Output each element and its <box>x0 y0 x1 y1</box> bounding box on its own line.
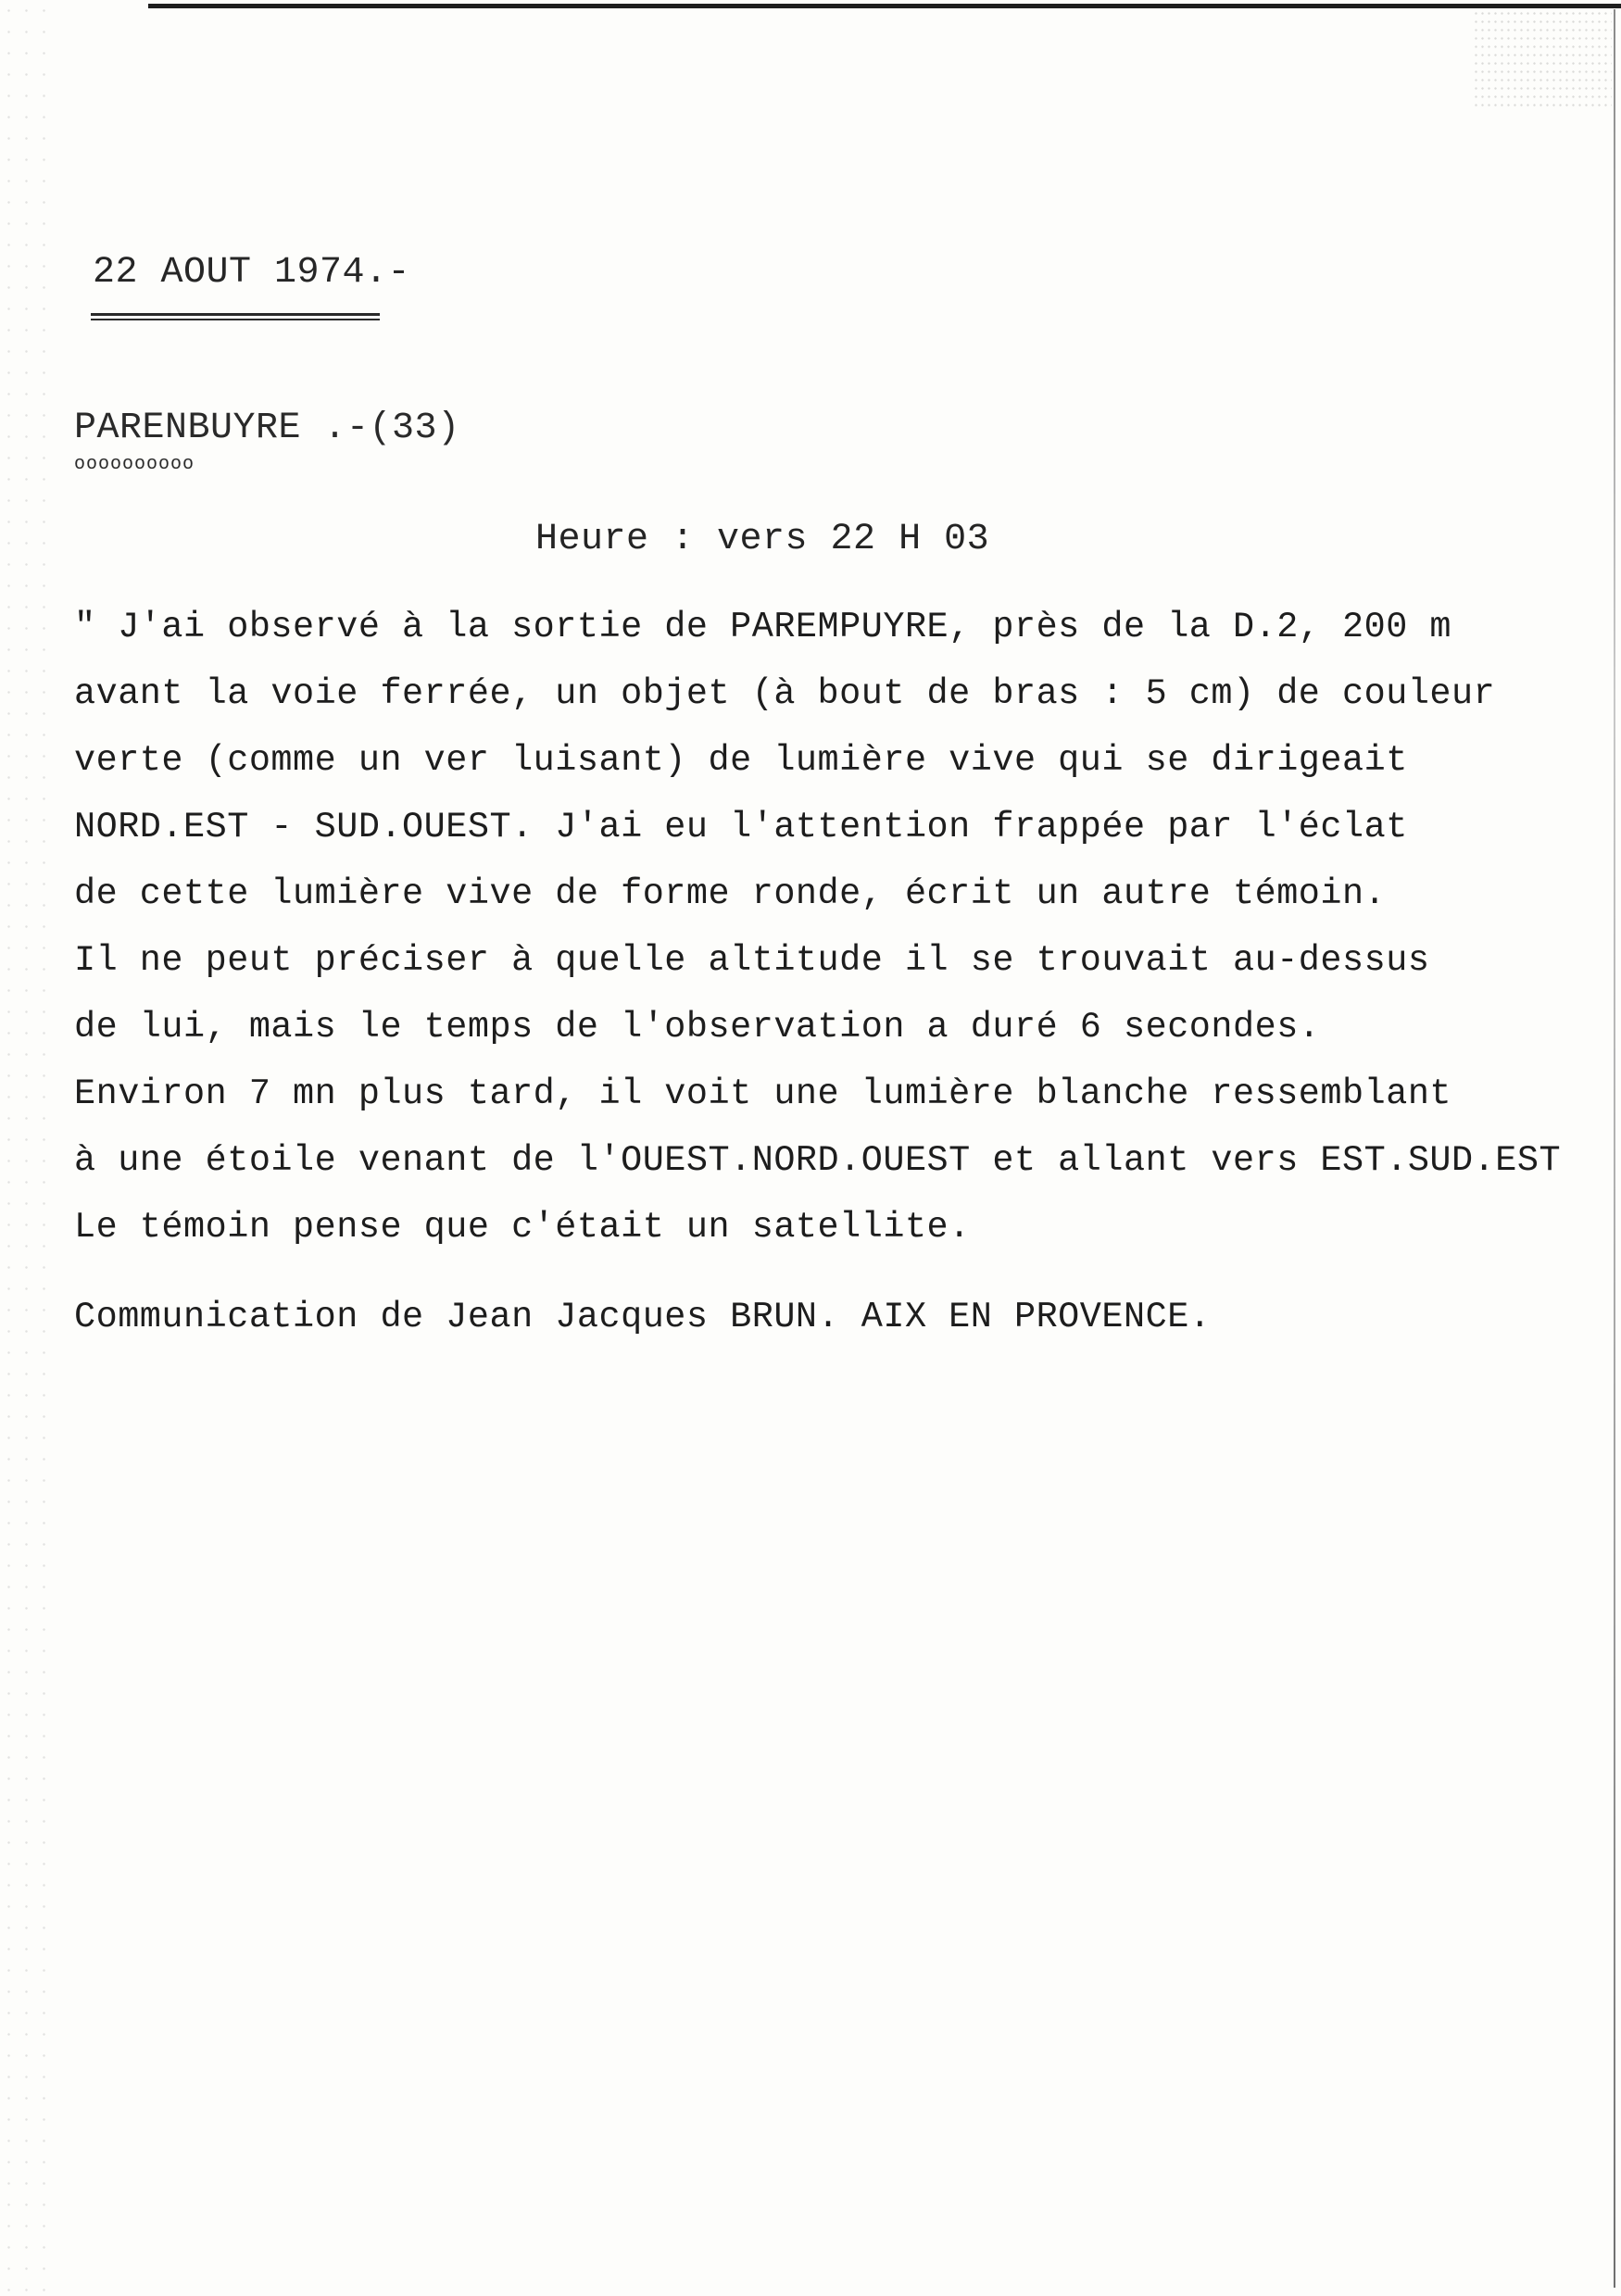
body-line: Environ 7 mn plus tard, il voit une lumière blanche ressemblant <box>74 1073 1452 1114</box>
body-line: Le témoin pense que c'était un satellite. <box>74 1207 971 1248</box>
report-time: Heure : vers 22 H 03 <box>535 519 990 560</box>
body-line: Il ne peut préciser à quelle altitude il se trouvait au-dessus <box>74 940 1430 981</box>
date-underline <box>91 313 380 320</box>
top-border-line <box>148 4 1621 8</box>
body-line: avant la voie ferrée, un objet (à bout de bras : 5 cm) de couleur <box>74 673 1496 714</box>
body-line: à une étoile venant de l'OUEST.NORD.OUEST et allant vers EST.SUD.EST <box>74 1140 1562 1181</box>
paper-texture <box>0 0 56 2296</box>
credit-line: Communication de Jean Jacques BRUN. AIX EN PROVENCE. <box>74 1297 1212 1337</box>
scan-noise <box>1473 9 1612 111</box>
body-line: NORD.EST - SUD.OUEST. J'ai eu l'attention frappée par l'éclat <box>74 807 1408 847</box>
report-location: PARENBUYRE .-(33) <box>74 408 460 449</box>
body-line: verte (comme un ver luisant) de lumière vive qui se dirigeait <box>74 740 1408 781</box>
right-edge-line <box>1614 9 1615 2288</box>
body-line: de lui, mais le temps de l'observation a duré 6 secondes. <box>74 1007 1321 1048</box>
location-underline: oooooooooo <box>74 454 195 475</box>
body-line: de cette lumière vive de forme ronde, écrit un autre témoin. <box>74 873 1387 914</box>
body-line: " J'ai observé à la sortie de PAREMPUYRE, près de la D.2, 200 m <box>74 607 1452 647</box>
report-date: 22 AOUT 1974.- <box>93 252 411 294</box>
